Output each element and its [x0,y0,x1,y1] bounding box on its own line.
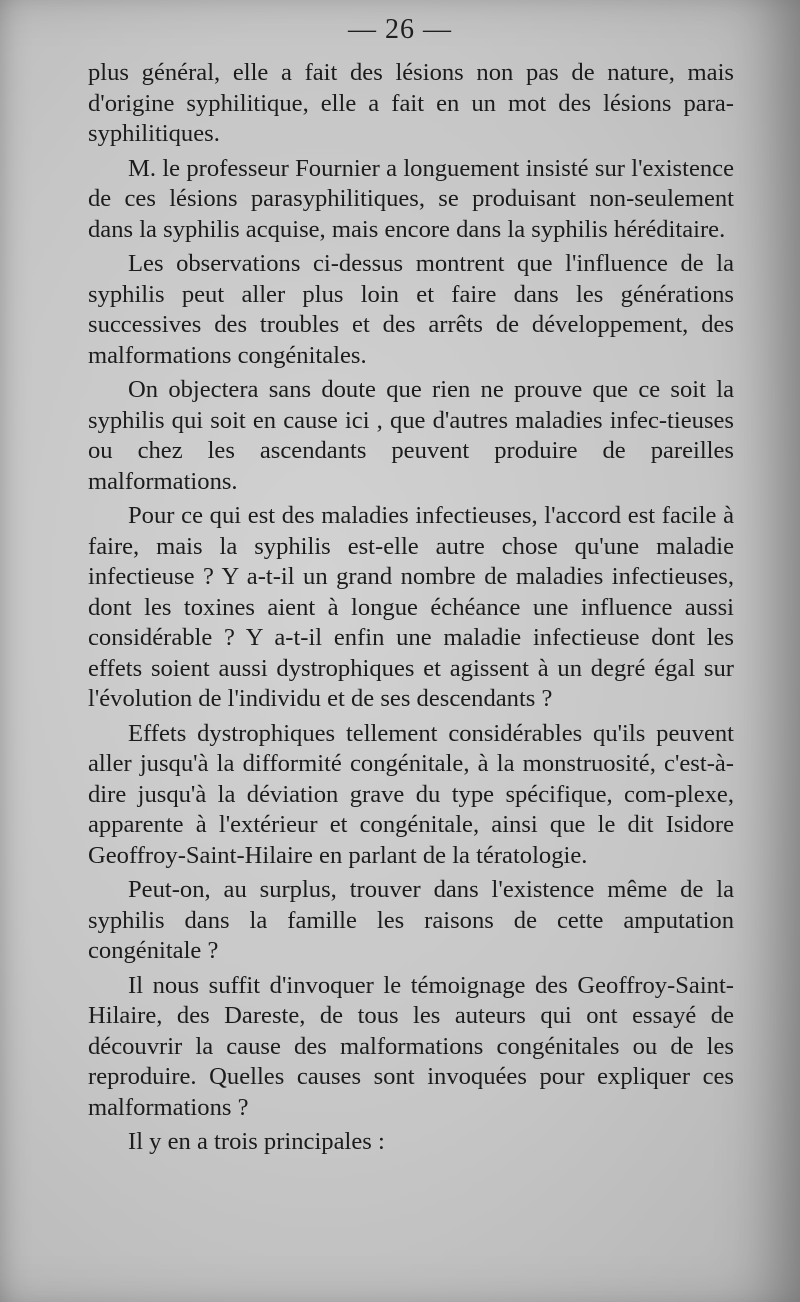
paragraph-three-causes: Il y en a trois principales : [128,1128,385,1155]
paragraph-observations: Les observations ci-dessus montrent que l'influence de la syphilis peut aller plus loin et faire dans les générations successives des troubles et des arrêts de développement, des malformations congénitales. [88,250,734,369]
paragraph-continuation: plus général, elle a fait des lésions non pas de nature, mais d'origine syphilitique, elle a fait en un mot des lésions para-syphilitiques. [88,59,734,147]
page-number: — 26 — [348,14,452,45]
paragraph-objection: On objectera sans doute que rien ne prouve que ce soit la syphilis qui soit en cause ici , que d'autres maladies infec-tieuses ou chez les ascendants peuvent produire de pareilles malformations. [88,376,734,495]
paragraph-fournier: M. le professeur Fournier a longuement insisté sur l'existence de ces lésions parasyphilitiques, se produisant non-seulement dans la syphilis acquise, mais encore dans la syphilis héréditaire. [88,154,734,243]
page-body [88,58,734,1162]
paragraph-amputation: Peut-on, au surplus, trouver dans l'existence même de la syphilis dans la famille les raisons de cette amputation congénitale ? [88,876,734,964]
paragraph-infectious-diseases: Pour ce qui est des maladies infectieuses, l'accord est facile à faire, mais la syphilis est-elle autre chose qu'une maladie infectieuse ? Y a-t-il un grand nombre de maladies infectieuses, dont les toxines aient à longue échéance une influence aussi considérable ? Y a-t-il enfin une maladie infectieuse dont les effets soient aussi dystrophiques et agissent à un degré égal sur l'évolution de l'individu et de ses descendants ? [88,502,734,712]
paragraph-testimony: Il nous suffit d'invoquer le témoignage des Geoffroy-Saint-Hilaire, des Dareste, de tous les auteurs qui ont essayé de découvrir la cause des malformations congénitales ou de les reproduire. Quelles causes sont invoquées pour expliquer ces malformations ? [88,971,734,1121]
paragraph-dystrophic-effects: Effets dystrophiques tellement considérables qu'ils peuvent aller jusqu'à la difformité congénitale, à la monstruosité, c'est-à-dire jusqu'à la déviation grave du type spécifique, com-plexe, apparente à l'extérieur et congénitale, ainsi que le dit Isidore Geoffroy-Saint-Hilaire en parlant de la tératologie. [88,719,734,869]
